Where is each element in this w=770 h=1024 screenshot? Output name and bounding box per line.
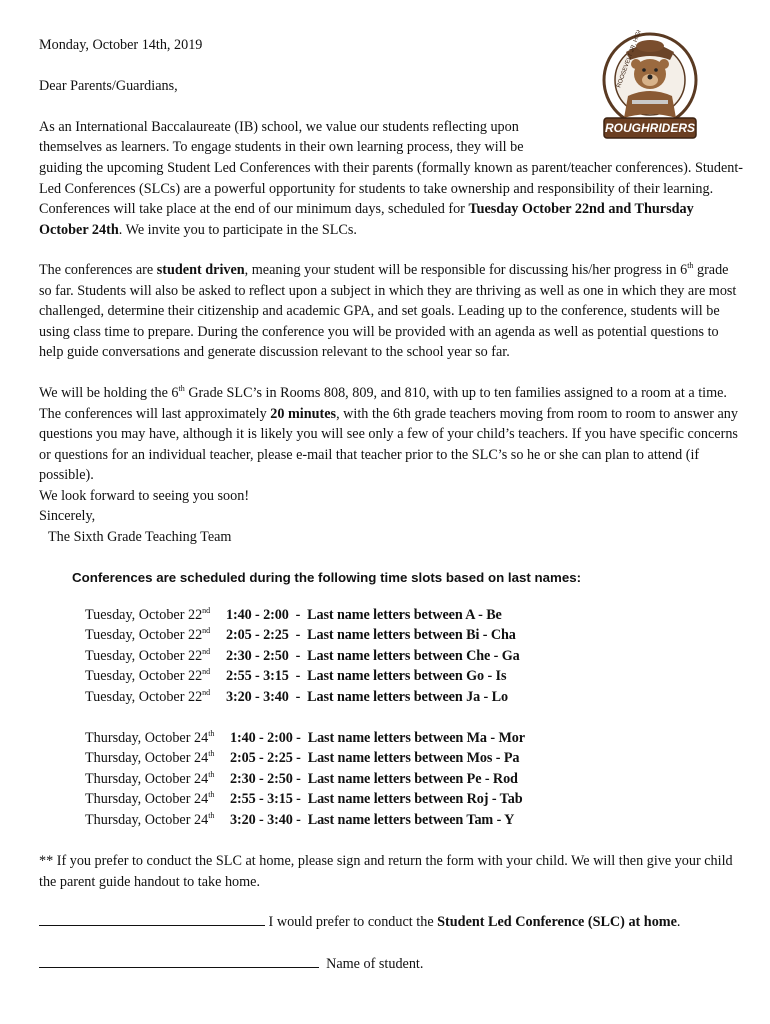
slot-row: Tuesday, October 22nd 2:05 - 2:25 - Last name letters between Bi - Cha	[85, 626, 516, 643]
signature-blank[interactable]	[39, 913, 265, 926]
student-name-line: Name of student.	[39, 954, 423, 974]
slot-row: Tuesday, October 22nd 1:40 - 2:00 - Last name letters between A - Be	[85, 606, 502, 623]
slot-row: Tuesday, October 22nd 2:55 - 3:15 - Last name letters between Go - Is	[85, 667, 507, 684]
student-name-blank[interactable]	[39, 955, 319, 968]
slot-row: Thursday, October 24th 3:20 - 3:40 - Last name letters between Tam - Y	[85, 811, 515, 828]
slot-row: Thursday, October 24th 1:40 - 2:00 - Last name letters between Ma - Mor	[85, 729, 525, 746]
sincerely: Sincerely,	[39, 508, 96, 524]
slot-row: Tuesday, October 22nd 2:30 - 2:50 - Last name letters between Che - Ga	[85, 647, 520, 664]
schedule-heading: Conferences are scheduled during the following time slots based on last names:	[72, 570, 582, 585]
home-option-note: ** If you prefer to conduct the SLC at home, please sign and return the form with your child. We will then give your child the parent guide handout to take home.	[39, 853, 733, 890]
signature: The Sixth Grade Teaching Team	[48, 529, 232, 545]
slot-row: Thursday, October 24th 2:30 - 2:50 - Last name letters between Pe - Rod	[85, 770, 518, 787]
slot-row: Tuesday, October 22nd 3:20 - 3:40 - Last name letters between Ja - Lo	[85, 688, 508, 705]
paragraph-3: We will be holding the 6th Grade SLC’s in Rooms 808, 809, and 810, with up to ten families assigned to a room at a time. The conferences will last approximately 20 minutes, with the 6th grade teachers moving from room to room to answer any questions you may have, although it is likely you will see only a few of your child’s teachers. If you have specific concerns or questions for an individual teacher, please e-mail that teacher prior to the SLC’s so he or she can plan to attend (if possible).	[39, 384, 738, 483]
svg-text:ROOSEVELT JR. HIGH SCHOOL: ROOSEVELT JR. HIGH	[616, 30, 644, 89]
school-mascot-logo	[600, 30, 700, 148]
paragraph-1-line-2: themselves as learners. To engage students in their own learning process, they will be	[39, 139, 524, 155]
closing-line: We look forward to seeing you soon!	[39, 488, 250, 504]
home-option-line: I would prefer to conduct the Student Led Conference (SLC) at home.	[39, 912, 680, 932]
slot-row: Thursday, October 24th 2:05 - 2:25 - Last name letters between Mos - Pa	[85, 749, 520, 766]
svg-text:ROUGHRIDERS: ROUGHRIDERS	[604, 121, 696, 135]
paragraph-1-rest: guiding the upcoming Student Led Conferences with their parents (formally known as parent/teacher conferences). Student-Led Conferences (SLCs) are a powerful opportunity for students to take ownership and responsibility of their learning. Conferences will take place at the end of our minimum days, scheduled for Tuesday October 22nd and Thursday October 24th. We invite you to participate in the SLCs.	[39, 160, 744, 238]
letter-date: Monday, October 14th, 2019	[39, 37, 203, 53]
paragraph-1-line-1: As an International Baccalaureate (IB) school, we value our students reflecting upon	[39, 119, 519, 135]
slot-row: Thursday, October 24th 2:55 - 3:15 - Last name letters between Roj - Tab	[85, 790, 523, 807]
paragraph-2: The conferences are student driven, meaning your student will be responsible for discussing his/her progress in 6th grade so far. Students will also be asked to reflect upon a subject in which they are thriving as well as one in which they are most challenged, determine their citizenship and academic GPA, and set goals. Leading up to the conference, students will be using class time to prepare. During the conference you will be provided with an agenda as well as potential questions to help guide conversations and generate discussion relevant to the school year so far.	[39, 261, 737, 360]
salutation: Dear Parents/Guardians,	[39, 78, 178, 94]
